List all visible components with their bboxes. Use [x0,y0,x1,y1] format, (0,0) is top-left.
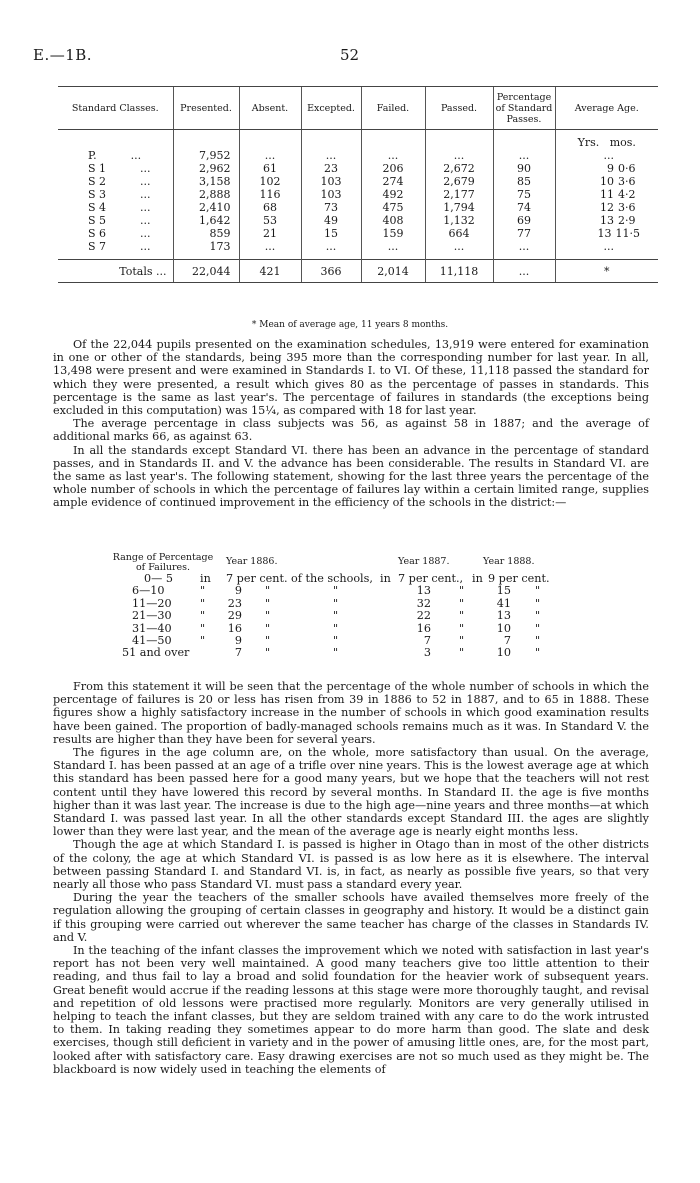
paragraph: In all the standards except Standard VI. there has been an advance in the percentage of standard passes, and in Standards II. and V. the advance has been considerable. The results in Standard VI. are the same as last year's. The following statement, showing for the last three years the percentage of the whole number of schools in which the percentage of failures lay within a certain limited range, supplies ample evidence of continued improvement in the efficiency of the schools in the district:— [53,443,649,510]
range-row: 41—50 " 9 " " 7 " 7 " [132,634,541,647]
col-header-average-age: Average Age. [555,87,658,130]
col-header-failed: Failed. [361,87,425,130]
range-row: 11—20 " 23 " " 32 " 41 " [132,596,541,610]
absent-value: 53 [239,214,301,227]
percentage-value: ... [493,240,555,260]
table-row [58,240,658,260]
passed-value: 2,177 [425,188,493,201]
range-row: 31—40 " 16 " " 16 " 10 " [132,621,541,635]
presented-value: 173 [173,240,239,260]
average-age-value: ... [555,149,658,162]
failed-value: 408 [361,214,425,227]
totals-excepted: 366 [301,260,361,283]
presented-value: 7,952 [173,149,239,162]
standard-class: S 3 ... [88,188,151,201]
col-header-presented: Presented. [173,87,239,130]
failed-value: 492 [361,188,425,201]
totals-failed: 2,014 [361,260,425,283]
excepted-value: 103 [301,175,361,188]
percentage-value: 74 [493,201,555,214]
absent-value: 102 [239,175,301,188]
passed-value: 1,794 [425,201,493,214]
standard-class: S 2 ... [88,175,151,188]
totals-age: * [555,260,658,283]
year-1887-header: Year 1887. [398,556,450,567]
excepted-value: ... [301,149,361,162]
passed-value: 2,679 [425,175,493,188]
average-age-value: 13 2·9 [555,214,658,227]
average-age-value: ... [555,240,658,260]
totals-label: Totals ... [58,260,173,283]
year-1886-header: Year 1886. [226,556,278,567]
table-row [58,227,658,240]
average-age-value: 10 3·6 [555,175,658,188]
range-row: 51 and over 7 " " 3 " 10 " [122,646,541,660]
table-footnote: * Mean of average age, 11 years 8 months. [251,320,449,330]
excepted-value: 73 [301,201,361,214]
absent-value: ... [239,149,301,162]
standard-class: S 5 ... [88,214,151,227]
excepted-value: 15 [301,227,361,240]
percentage-value: 77 [493,227,555,240]
failed-value: 206 [361,162,425,175]
failed-value: 475 [361,201,425,214]
average-age-value: 9 0·6 [555,162,658,175]
age-units: Yrs. mos. [555,130,658,150]
standard-class: S 6 ... [88,227,151,240]
paragraph: From this statement it will be seen that the percentage of the whole number of schools in which the percentage of failures is 20 or less has risen from 39 in 1886 to 52 in 1887, and to 65 in 1888. These figures show a highly satisfactory increase in the number of schools in which good examination results have been gained. The proportion of badly-managed schools remains much as it was. In Standard V. the results are higher than they have been for several years. [53,680,649,746]
table-row [58,188,658,201]
standard-class: S 7 ... [88,240,151,253]
paragraph: During the year the teachers of the smaller schools have availed themselves more freely of the regulation allowing the grouping of certain classes in geography and history. It would be a distinct gain if this grouping were carried out wherever the same teacher has charge of the classes in Standards IV. and V. [53,891,649,944]
average-age-value: 11 4·2 [555,188,658,201]
percentage-value: 90 [493,162,555,175]
table-row [58,214,658,227]
standard-class: S 1 ... [88,162,151,175]
col-header-absent: Absent. [239,87,301,130]
standards-table [58,86,658,283]
average-age-value: 12 3·6 [555,201,658,214]
absent-value: 61 [239,162,301,175]
absent-value: 116 [239,188,301,201]
totals-passed: 11,118 [425,260,493,283]
range-row: 21—30 " 29 " " 22 " 13 " [132,609,541,623]
presented-value: 2,410 [173,201,239,214]
standard-class: S 4 ... [88,201,151,214]
average-age-value: 13 11·5 [555,227,658,240]
range-row: 0— 5 in 7 per cent. of the schools, in 7 per cent., in 9 per cent. [144,572,550,585]
passed-value: 2,672 [425,162,493,175]
passed-value: 664 [425,227,493,240]
absent-value: 21 [239,227,301,240]
table-header-row [58,87,658,130]
presented-value: 859 [173,227,239,240]
range-row: 6—10 " 9 " " 13 " 15 " [132,584,541,598]
absent-value: ... [239,240,301,260]
excepted-value: 23 [301,162,361,175]
table-row [58,162,658,175]
percentage-value: 69 [493,214,555,227]
paragraph: Though the age at which Standard I. is passed is higher in Otago than in most of the other districts of the colony, the age at which Standard VI. is passed is as low here as it is elsewhere. The interval between passing Standard I. and Standard VI. is, in fact, as nearly as possible five years, so that very nearly all those who pass Standard VI. must pass a standard every year. [53,838,649,892]
excepted-value: 103 [301,188,361,201]
excepted-value: 49 [301,214,361,227]
passed-value: ... [425,149,493,162]
presented-value: 2,888 [173,188,239,201]
page-number: 52 [340,46,360,64]
failed-value: ... [361,149,425,162]
col-header-percentage: Percentage of Standard Passes. [493,87,555,130]
standard-class: P. ... [88,149,142,162]
paragraph: Of the 22,044 pupils presented on the examination schedules, 13,919 were entered for examination in one or other of the standards, being 395 more than the corresponding number for last year. In all, 13,498 were present and were examined in Standards I. to VI. Of these, 11,118 passed the standard for which they were presented, a result which gives 80 as the percentage of passes in standards. This percentage is the same as last year's. The percentage of failures in standards (the exceptions being excluded in this computation) was 15¼, as compared with 18 for last year. [53,338,649,418]
col-header-standard: Standard Classes. [58,87,173,130]
paragraph: In the teaching of the infant classes the improvement which we noted with satisfaction in last year's report has not been very well maintained. A good many teachers give too little attention to their reading, and thus fail to lay a broad and solid foundation for the heavier work of subsequent years. Great benefit would accrue if the reading lessons at this stage were more thoroughly taught, and revisal and repetition of old lessons were practised more regularly. Monitors are very generally utilised in helping to teach the infant classes, but they are seldom trained with any care to do the work intrusted to them. In taking reading they sometimes appear to do more harm than good. The slate and desk exercises, though still deficient in variety and in the power of amusing little ones, are, for the most part, looked after with satisfactory care. Easy drawing exercises are not so much used as they might be. The blackboard is now widely used in teaching the elements of [53,944,649,1076]
body-text-lower [53,680,649,1076]
col-header-passed: Passed. [425,87,493,130]
col-header-excepted: Excepted. [301,87,361,130]
presented-value: 1,642 [173,214,239,227]
absent-value: 68 [239,201,301,214]
totals-presented: 22,044 [173,260,239,283]
range-header: Range of Percentage of Failures. [112,552,214,573]
passed-value: ... [425,240,493,260]
paragraph: The figures in the age column are, on the whole, more satisfactory than usual. On the average, Standard I. has been passed at an age of a trifle over nine years. This is the lowest average age at which this standard has been passed here for a good many years, but we hope that the teachers will not rest content until they have lowered this record by several months. In Standard II. the age is five months higher than it was last year. The increase is due to the high age—nine years and three months—at which Standard I. was passed last year. In all the other standards except Standard III. the ages are slightly lower than they were last year, and the mean of the average age is nearly eight months less. [53,746,649,839]
table-row [58,175,658,188]
body-text-upper [53,338,649,510]
table-row [58,201,658,214]
failed-value: 274 [361,175,425,188]
failed-value: ... [361,240,425,260]
percentage-value: 85 [493,175,555,188]
paragraph: The average percentage in class subjects was 56, as against 58 in 1887; and the average of additional marks 66, as against 63. [53,417,649,444]
totals-row [58,260,658,283]
failed-value: 159 [361,227,425,240]
totals-absent: 421 [239,260,301,283]
totals-percentage: ... [493,260,555,283]
document-reference: E.—1B. [33,46,93,64]
percentage-value: ... [493,149,555,162]
presented-value: 3,158 [173,175,239,188]
table-row [58,149,658,162]
excepted-value: ... [301,240,361,260]
percentage-value: 75 [493,188,555,201]
units-row [58,130,658,150]
passed-value: 1,132 [425,214,493,227]
year-1888-header: Year 1888. [483,556,535,567]
presented-value: 2,962 [173,162,239,175]
